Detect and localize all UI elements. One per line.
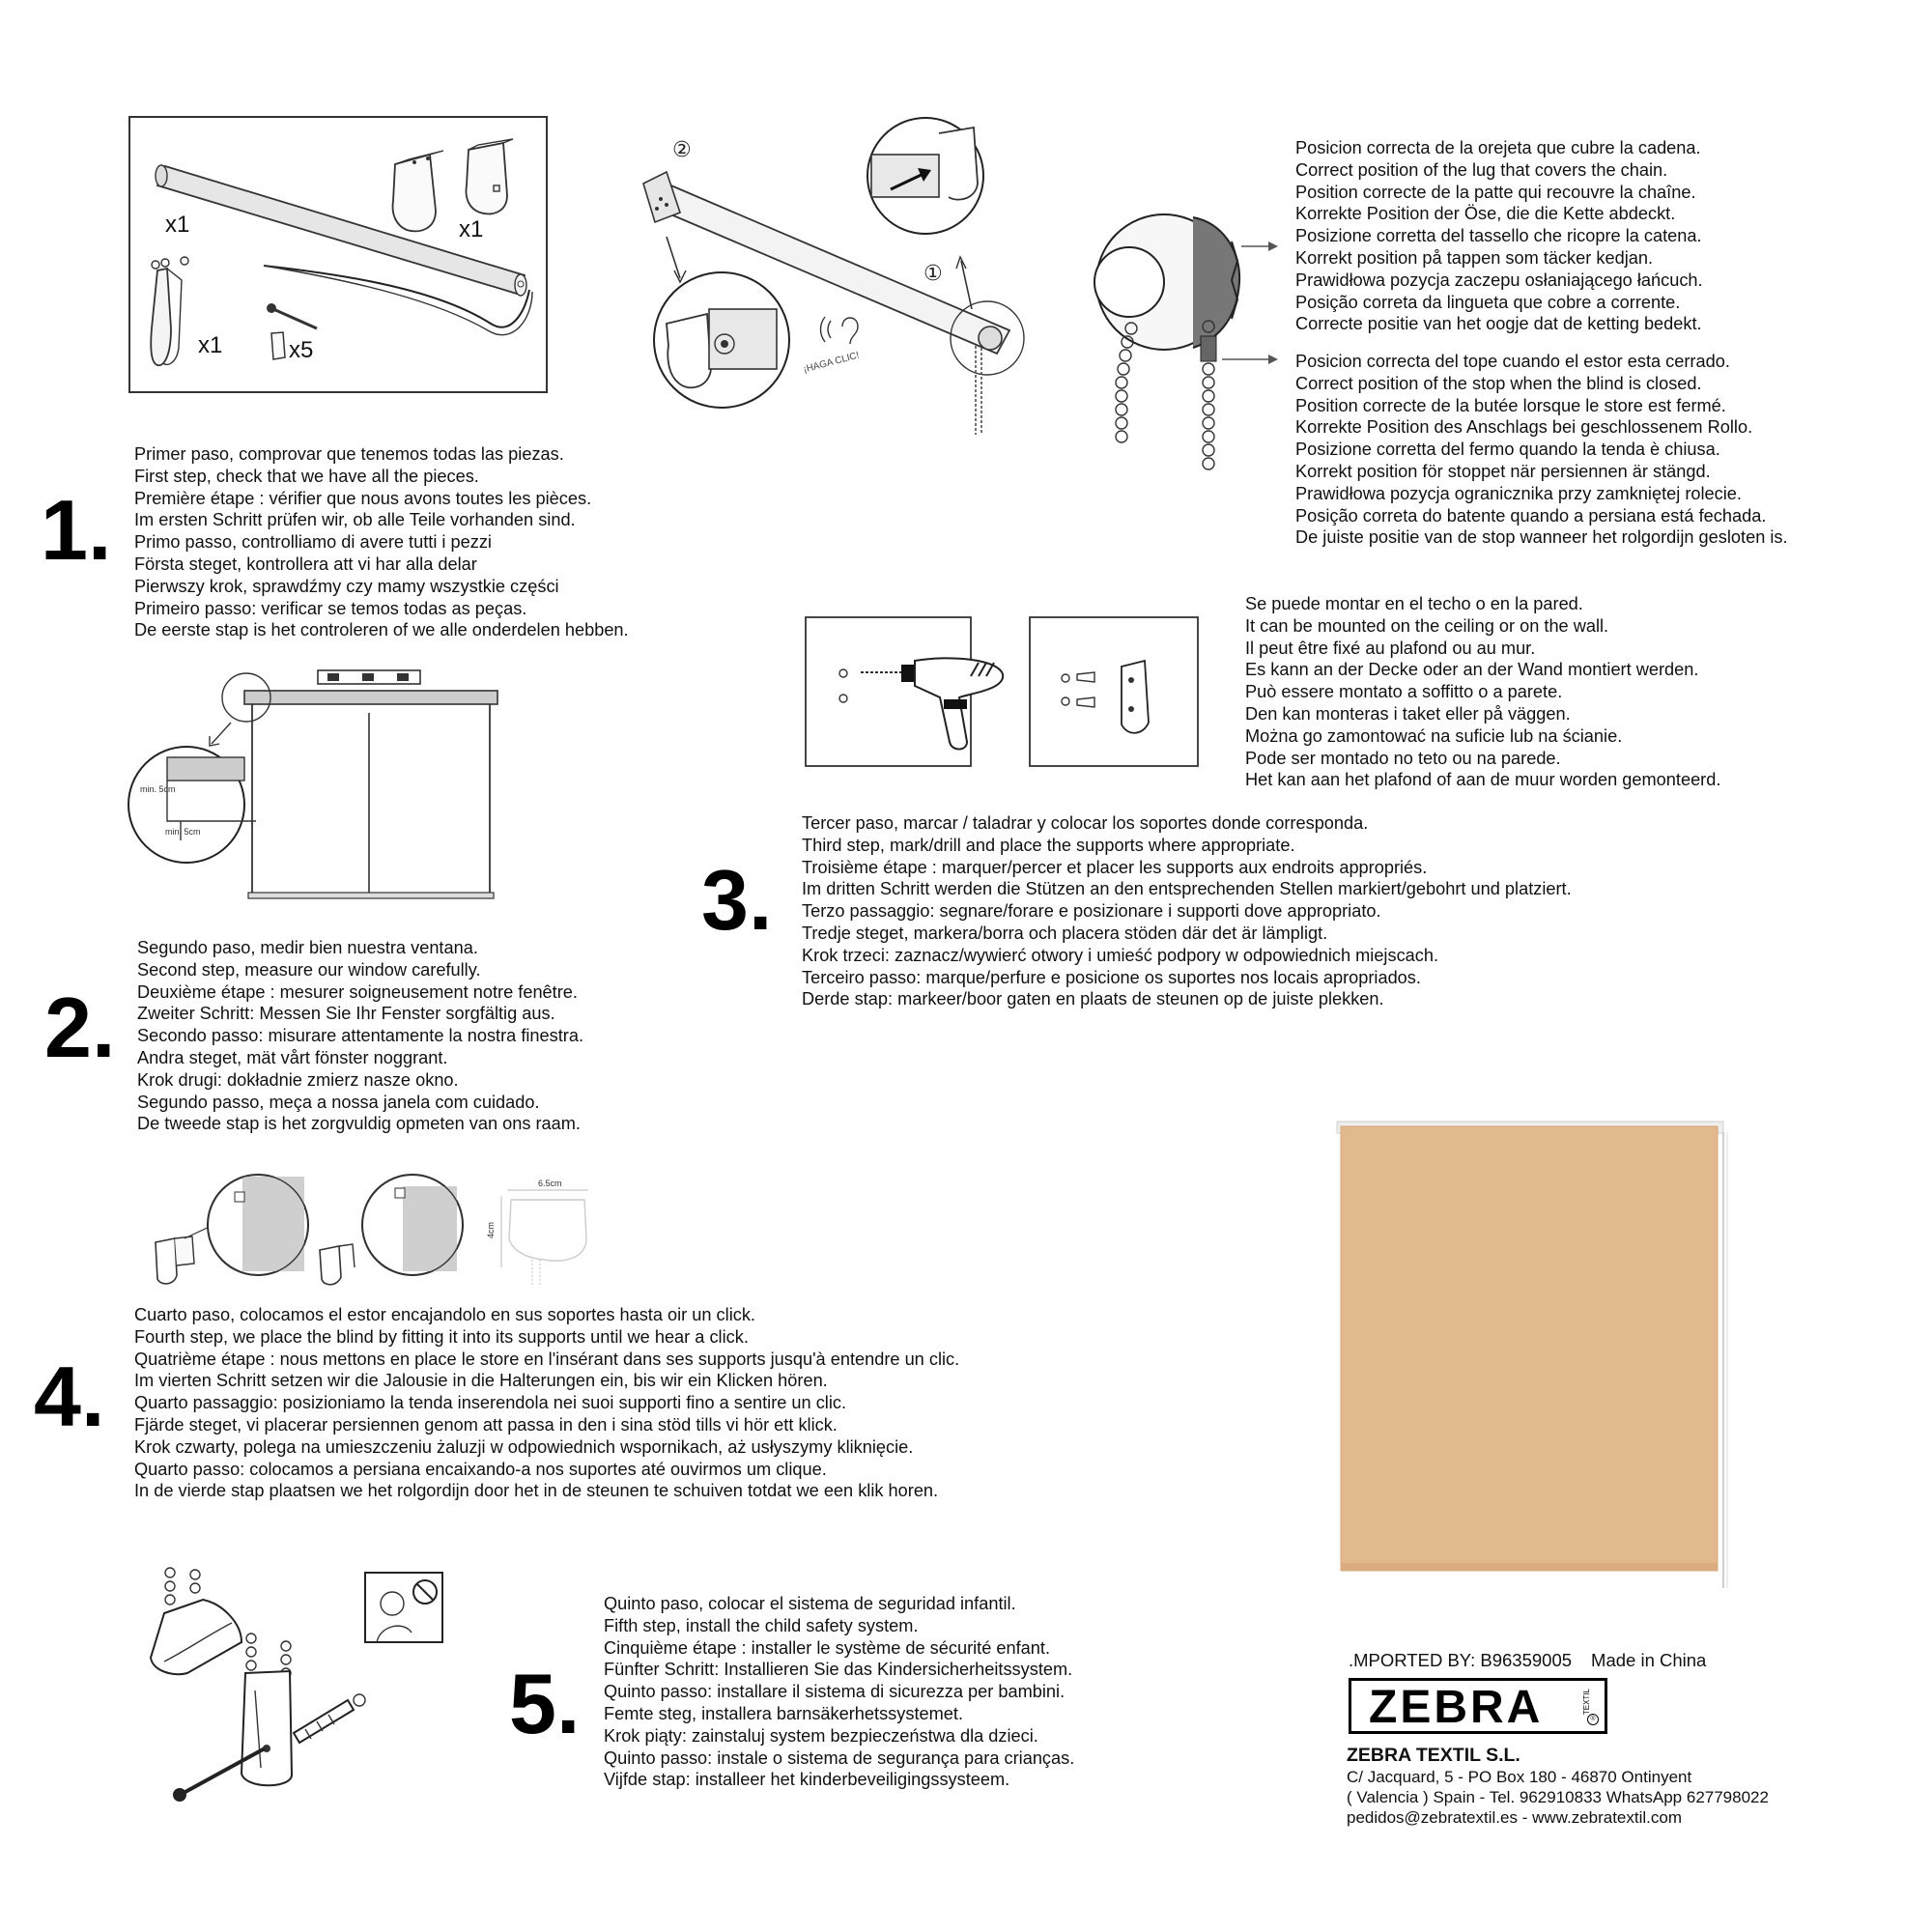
ear-icon (821, 317, 859, 344)
chain-lug-diagram (1087, 203, 1280, 473)
drill-diagram (805, 616, 1201, 769)
step-5-number: 5. (509, 1656, 581, 1751)
min-label-1: min. 5cm (140, 784, 176, 794)
min-label-2: min. 5cm (165, 827, 201, 837)
zebra-logo: ZEBRA TEXTIL ® (1349, 1678, 1607, 1734)
brackets-qty: x1 (459, 216, 484, 242)
made-in: Made in China (1591, 1650, 1707, 1670)
dim-height: 4cm (486, 1221, 496, 1238)
roller-blind-product (1333, 1119, 1729, 1592)
step-4-number: 4. (34, 1349, 105, 1444)
clip-with-chain-illustration (151, 1568, 242, 1674)
screws-qty: x5 (289, 337, 314, 363)
click-text: ¡HAGA CLIC! (802, 350, 861, 376)
clip-qty: x1 (198, 332, 223, 358)
clip-wall-illustration (242, 1634, 292, 1785)
marker-2: ② (672, 137, 692, 161)
parts-diagram (128, 116, 549, 394)
contact-line: pedidos@zebratextil.es - www.zebratextil.com (1347, 1808, 1683, 1827)
step-2-text: Segundo paso, medir bien nuestra ventana. Second step, measure our window carefully. Deuxième étape : mesurer soigneusement notre fenêtre. Zweiter Schritt: Messen Sie Ihr Fenster sorgfältig aus. Secondo passo: misurare attentamente la nostra finestra. Andra steget, mät vårt fönster noggrant. Krok drugi: dokładnie zmierz nasze okno. Segundo passo, meça a nossa janela com cuidado. De tweede stap is het zorgvuldig opmeten van ons raam. (137, 938, 584, 1134)
child-warning-icon (365, 1573, 442, 1642)
step-5-text: Quinto paso, colocar el sistema de seguridad infantil. Fifth step, install the child safety system. Cinquième étape : installer le système de sécurité enfant. Fünfter Schritt: Installieren Sie das Kindersicherheitssystem. Quinto passo: installare il sistema di sicurezza per bambini. Femte steg, installera barnsäkerhetssystemet. Krok piąty: zainstaluj system bezpieczeństwa dla dzieci. Quinto passo: instale o sistema de segurança para crianças. Vijfde stap: installeer het kinderbeveiligingssysteem. (604, 1594, 1075, 1790)
company-name: ZEBRA TEXTIL S.L. (1347, 1745, 1520, 1766)
company-info (1347, 1744, 1769, 1828)
mount-text: Se puede montar en el techo o en la pared. It can be mounted on the ceiling or on the wall. Il peut être fixé au plafond ou au mur. Es kann an der Decke oder an der Wand montiert werden. Può essere montato a soffitto o a parete. Den kan monteras i taket eller på väggen. Można go zamontować na suficie lub na ścianie. Pode ser montado no teto ou na parede. Het kan aan het plafond of aan de muur worden gemonteerd. (1245, 594, 1721, 790)
window-measure-diagram (121, 665, 507, 901)
step-3-text: Tercer paso, marcar / taladrar y colocar los soportes donde corresponda. Third step, mark/drill and place the supports where appropriate. Troisième étape : marquer/percer et placer les supports aux endroits appropriés. Im dritten Schritt werden die Stützen an den entsprechenden Stellen markiert/gebohrt und platziert. Terzo passaggio: segnare/forare e posizionare i supporti dove appropriato. Tredje steget, markera/borra och placera stöden där det är lämpligt. Krok trzeci: zaznacz/wywierć otwory i umieść podpory w odpowiednich miejscach. Terceiro passo: marque/perfure e posicione os suportes nos locais apropriados. Derde stap: markeer/boor gaten en plaats de steunen op de juiste plekken. (802, 813, 1572, 1009)
click-mounting-diagram (628, 116, 1043, 435)
step-1-text: Primer paso, comprovar que tenemos todas las piezas. First step, check that we have all the pieces. Première étape : vérifier que nous avons toutes les pièces. Im ersten Schritt prüfen wir, ob alle Teile vorhanden sind. Primo passo, controlliamo di avere tutti i pezzi Första steget, kontrollera att vi har alla delar Pierwszy krok, sprawdźmy czy mamy wszystkie części Primeiro passo: verificar se temos todas as peças. De eerste stap is het controleren of we alle onderdelen hebben. (134, 444, 629, 640)
bracket-dimensions (486, 1179, 588, 1285)
step-1-number: 1. (41, 482, 112, 578)
step-3-number: 3. (701, 852, 773, 948)
lug-text: Posicion correcta de la orejeta que cubre la cadena. Correct position of the lug that covers the chain. Position correcte de la patte qui recouvre la chaîne. Korrekte Position der Öse, die die Kette abdeckt. Posizione corretta del tassello che ricopre la catena. Korrekt position på tappen som täcker kedjan. Prawidłowa pozycja zaczepu osłaniającego łańcuch. Posição correta da lingueta que cobre a corrente. Correcte positie van het oogje dat de ketting bedekt. (1295, 138, 1703, 334)
address-line-2: ( Valencia ) Spain - Tel. 962910833 WhatsApp 627798022 (1347, 1788, 1769, 1806)
blind-fabric (1341, 1126, 1718, 1571)
step-2-number: 2. (44, 980, 116, 1075)
importer-line (1349, 1650, 1725, 1671)
fit-blind-diagram (150, 1171, 613, 1287)
roller-qty: x1 (165, 212, 190, 238)
marker-1: ① (923, 261, 943, 285)
child-safety-diagram (145, 1565, 454, 1802)
address-line-1: C/ Jacquard, 5 - PO Box 180 - 46870 Ontinyent (1347, 1768, 1692, 1786)
wall-plug-icon (294, 1694, 365, 1743)
stop-text: Posicion correcta del tope cuando el estor esta cerrado. Correct position of the stop when the blind is closed. Position correcte de la butée lorsque le store est fermé. Korrekte Position des Anschlags bei geschlossenem Rollo. Posizione corretta del fermo quando la tenda è chiusa. Korrekt position för stoppet när persiennen är stängd. Prawidłowa pozycja ogranicznika przy zamkniętej rolecie. Posição correta do batente quando a persiana está fechada. De juiste positie van de stop wanneer het rolgordijn gesloten is. (1295, 352, 1788, 548)
imported-by: .MPORTED BY: B96359005 (1349, 1650, 1573, 1670)
dim-width: 6.5cm (538, 1179, 562, 1188)
step-4-text: Cuarto paso, colocamos el estor encajandolo en sus soportes hasta oir un click. Fourth step, we place the blind by fitting it into its supports until we hear a click. Quatrième étape : nous mettons en place le store en l'insérant dans ses supports jusqu'à entendre un clic. Im vierten Schritt setzen wir die Jalousie in die Halterungen ein, bis wir ein Klicken hören. Quarto passaggio: posizioniamo la tenda inserendola nei suoi supporti fino a sentire un clic. Fjärde steget, vi placerar persiennen genom att passa in den i sina stöd tills vi hör ett klick. Krok czwarty, polega na umieszczeniu żaluzji w odpowiednich wspornikach, aż usłyszymy kliknięcie. Quarto passo: colocamos a persiana encaixando-a nos suportes até ouvirmos um clique. In de vierde stap plaatsen we het rolgordijn door het in de steunen te schuiven totdat we een klik horen. (134, 1305, 960, 1501)
